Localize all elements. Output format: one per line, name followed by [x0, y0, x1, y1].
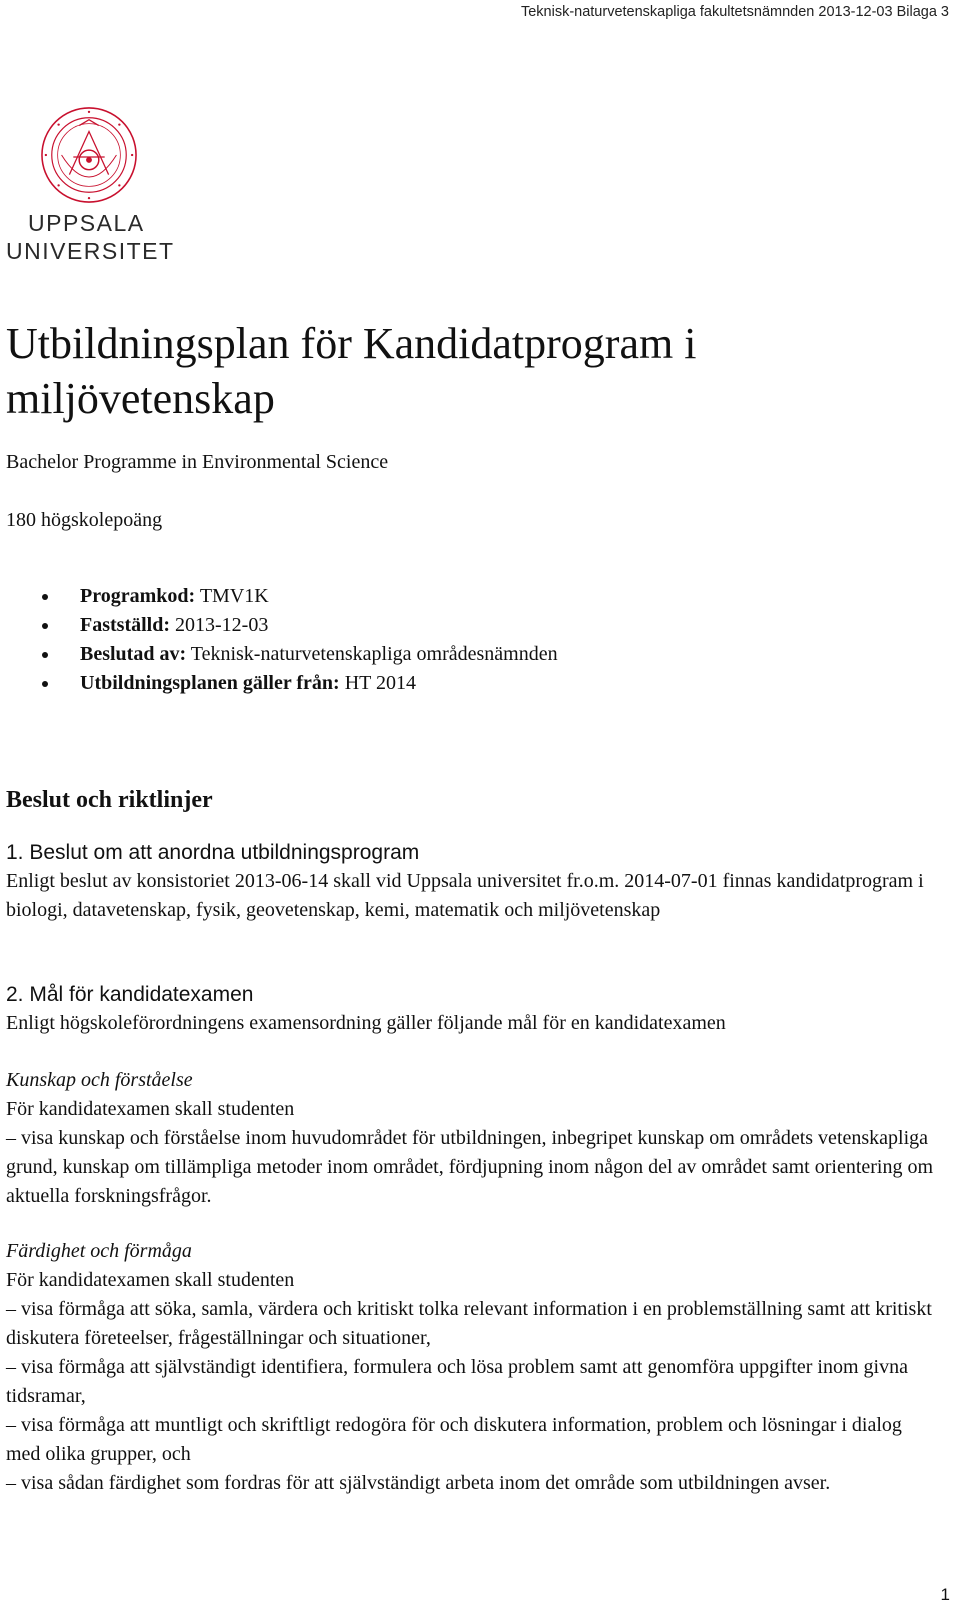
subsection-heading-2: 2. Mål för kandidatexamen — [6, 983, 254, 1006]
subsection-heading-1: 1. Beslut om att anordna utbildningsprogram — [6, 841, 420, 864]
subsection-text-1: Enligt beslut av konsistoriet 2013-06-14 skall vid Uppsala universitet fr.o.m. 2014-07-01 finnas kandidatprogram i biologi, datavetenskap, fysik, geovetenskap, kemi, matematik och miljövetenskap — [6, 870, 924, 921]
skills-item-2: – visa förmåga att självständigt identifiera, formulera och lösa problem samt att genomföra uppgifter inom givna tidsramar, — [6, 1356, 908, 1407]
skills-block — [6, 1237, 941, 1498]
subsection-text-2: Enligt högskoleförordningens examensordning gäller följande mål för en kandidatexamen — [6, 1012, 726, 1034]
skills-item-4: – visa sådan färdighet som fordras för att självständigt arbeta inom det område som utbildningen avser. — [6, 1472, 831, 1494]
logo-wordmark-line2: UNIVERSITET — [6, 238, 175, 264]
knowledge-block — [6, 1066, 941, 1211]
credits: 180 högskolepoäng — [6, 509, 163, 531]
english-title: Bachelor Programme in Environmental Science — [6, 451, 389, 473]
skills-heading: Färdighet och förmåga — [6, 1240, 192, 1262]
university-seal-icon — [40, 106, 138, 204]
page-number: 1 — [940, 1585, 950, 1604]
university-logo — [6, 106, 175, 266]
section-heading: Beslut och riktlinjer — [6, 787, 213, 813]
knowledge-item: – visa kunskap och förståelse inom huvudområdet för utbildningen, inbegripet kunskap om områdets vetenskapliga grund, kunskap om tillämpliga metoder inom området, fördjupning inom någon del av området samt orientering om aktuella forskningsfrågor. — [6, 1127, 934, 1207]
logo-wordmark-line1: UPPSALA — [28, 210, 145, 236]
fact-decided-by: Beslutad av: Teknisk-naturvetenskapliga områdesnämnden — [42, 640, 558, 669]
knowledge-intro: För kandidatexamen skall studenten — [6, 1098, 295, 1120]
document-title: Utbildningsplan för Kandidatprogram i miljövetenskap — [6, 319, 697, 423]
fact-valid-from: Utbildningsplanen gäller från: HT 2014 — [42, 669, 558, 698]
skills-intro: För kandidatexamen skall studenten — [6, 1269, 295, 1291]
programme-facts — [42, 582, 558, 698]
fact-established: Fastställd: 2013-12-03 — [42, 611, 558, 640]
skills-item-3: – visa förmåga att muntligt och skriftligt redogöra för och diskutera information, problem och lösningar i dialog med olika grupper, och — [6, 1414, 902, 1465]
page-header: Teknisk-naturvetenskapliga fakultetsnämnden 2013-12-03 Bilaga 3 — [520, 4, 949, 20]
skills-item-1: – visa förmåga att söka, samla, värdera och kritiskt tolka relevant information i en problemställning samt att kritiskt diskutera företeelser, frågeställningar och situationer, — [6, 1298, 932, 1349]
knowledge-heading: Kunskap och förståelse — [6, 1069, 193, 1091]
fact-programme-code: Programkod: TMV1K — [42, 582, 558, 611]
